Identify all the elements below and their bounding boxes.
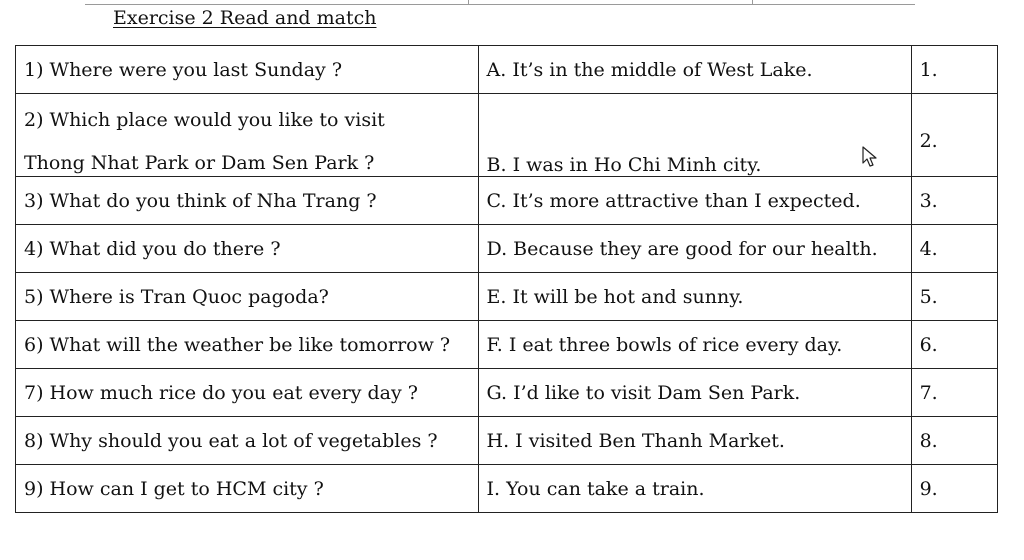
question-line: 2) Which place would you like to visit xyxy=(24,108,385,131)
question-cell: 3) What do you think of Nha Trang ? xyxy=(16,177,479,225)
top-rule xyxy=(85,4,915,5)
answer-text: B. I was in Ho Chi Minh city. xyxy=(486,154,762,176)
number-text: 2. xyxy=(919,130,938,152)
table-row xyxy=(16,94,998,177)
number-cell[interactable]: 3. xyxy=(911,177,997,225)
number-cell[interactable]: 8. xyxy=(911,417,997,465)
mouse-pointer-icon xyxy=(862,146,878,168)
question-cell: 4) What did you do there ? xyxy=(16,225,479,273)
question-cell: 9) How can I get to HCM city ? xyxy=(16,465,479,513)
number-cell[interactable]: 7. xyxy=(911,369,997,417)
number-cell[interactable]: 1. xyxy=(911,46,997,94)
question-cell: 5) Where is Tran Quoc pagoda? xyxy=(16,273,479,321)
number-cell[interactable] xyxy=(911,94,997,177)
table-row xyxy=(16,369,998,417)
answer-cell: D. Because they are good for our health. xyxy=(478,225,911,273)
answer-cell: C. It’s more attractive than I expected. xyxy=(478,177,911,225)
exercise-title: Exercise 2 Read and match xyxy=(113,7,377,29)
answer-cell: F. I eat three bowls of rice every day. xyxy=(478,321,911,369)
top-rule-tick xyxy=(752,0,753,5)
question-cell: 8) Why should you eat a lot of vegetables ? xyxy=(16,417,479,465)
table-row xyxy=(16,321,998,369)
table-row xyxy=(16,465,998,513)
table-row xyxy=(16,417,998,465)
number-cell[interactable]: 5. xyxy=(911,273,997,321)
answer-cell xyxy=(478,94,911,177)
question-line: Thong Nhat Park or Dam Sen Park ? xyxy=(24,151,375,174)
answer-cell: G. I’d like to visit Dam Sen Park. xyxy=(478,369,911,417)
matching-table xyxy=(15,45,998,513)
table-row xyxy=(16,177,998,225)
question-cell xyxy=(16,94,479,177)
answer-cell: I. You can take a train. xyxy=(478,465,911,513)
answer-cell: H. I visited Ben Thanh Market. xyxy=(478,417,911,465)
question-cell: 1) Where were you last Sunday ? xyxy=(16,46,479,94)
table-row xyxy=(16,225,998,273)
question-cell: 6) What will the weather be like tomorrow ? xyxy=(16,321,479,369)
number-cell[interactable]: 4. xyxy=(911,225,997,273)
table-row xyxy=(16,46,998,94)
top-rule-tick xyxy=(468,0,469,5)
number-cell[interactable]: 9. xyxy=(911,465,997,513)
question-cell: 7) How much rice do you eat every day ? xyxy=(16,369,479,417)
answer-cell: A. It’s in the middle of West Lake. xyxy=(478,46,911,94)
number-cell[interactable]: 6. xyxy=(911,321,997,369)
table-row xyxy=(16,273,998,321)
answer-cell: E. It will be hot and sunny. xyxy=(478,273,911,321)
